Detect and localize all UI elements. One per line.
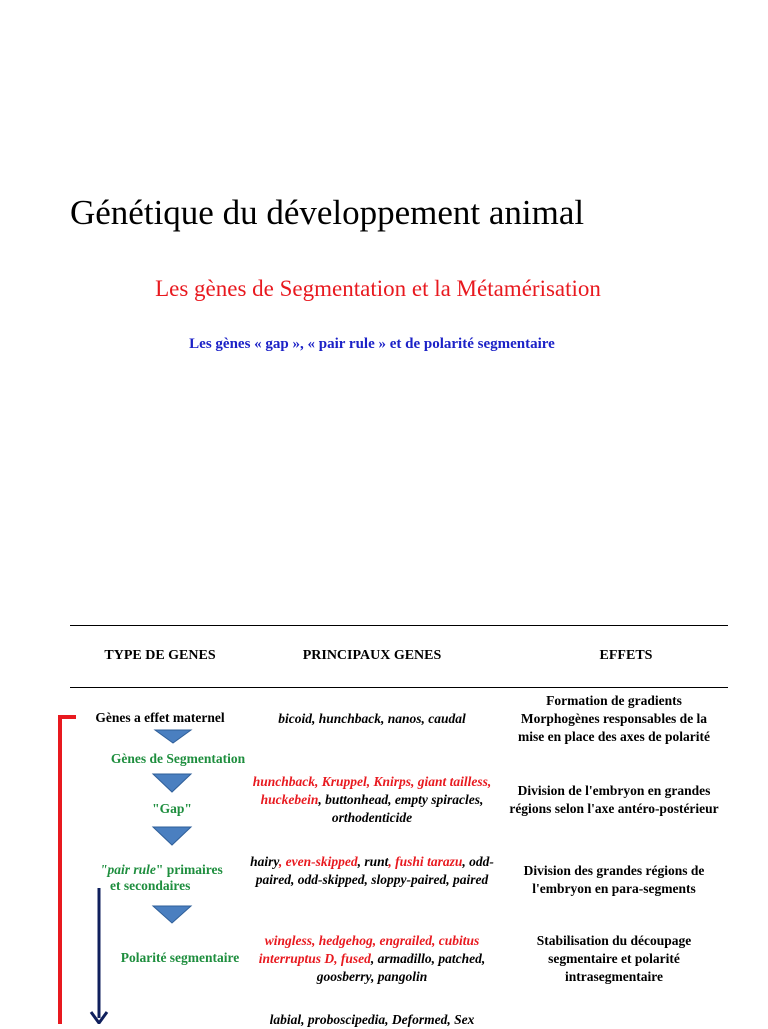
column-header-effects: EFFETS [599, 648, 653, 663]
effect-line: Division de l'embryon en grandes [517, 783, 711, 798]
arrow-down-triangle-icon [153, 906, 191, 923]
type-gap: "Gap" [152, 801, 192, 816]
page-subtitle: Les gènes de Segmentation et la Métamérisation [155, 276, 601, 301]
column-header-genes: PRINCIPAUX GENES [302, 648, 442, 663]
gene-fragment: hunchback, Kruppel, Knirps, giant tailless, huckebein [252, 774, 492, 807]
gene-fragment: , even-skipped [278, 854, 358, 869]
gene-fragment: , fushi tarazu [388, 854, 463, 869]
maternal-bracket [60, 717, 76, 1024]
effect-line: Division des grandes régions de [523, 863, 705, 878]
arrow-down-triangle-icon [153, 827, 191, 845]
gene-fragment: , buttonhead, empty spiracles, orthodenticide [318, 792, 484, 825]
effect-line: Stabilisation du découpage [536, 933, 692, 948]
effect-line: mise en place des axes de polarité [518, 729, 710, 744]
long-down-arrow-icon [91, 888, 107, 1023]
type-segment-polarity: Polarité segmentaire [120, 950, 240, 965]
effect-line: Formation de gradients [546, 693, 682, 708]
gene-fragment: labial, proboscipedia, Deformed, Sex [269, 1012, 475, 1027]
effect-line: intrasegmentaire [565, 969, 663, 984]
type-pair-rule-line2: et secondaires [110, 878, 191, 893]
type-pair-rule-italic: "pair rule [100, 862, 156, 877]
page-title: Génétique du développement animal [70, 193, 585, 232]
section-heading: Les gènes « gap », « pair rule » et de polarité segmentaire [189, 336, 555, 352]
type-segmentation: Gènes de Segmentation [110, 751, 246, 766]
gene-fragment: hairy [250, 854, 279, 869]
effect-line: régions selon l'axe antéro-postérieur [509, 801, 719, 816]
type-maternal: Gènes a effet maternel [95, 710, 225, 725]
column-header-type: TYPE DE GENES [104, 648, 216, 663]
gene-fragment: , odd-paired, odd-skipped, sloppy-paired, paired [255, 854, 494, 887]
effect-line: segmentaire et polarité [548, 951, 680, 966]
effect-line: l'embryon en para-segments [532, 881, 696, 896]
type-pair-rule-rest: " primaires [155, 862, 223, 877]
arrow-down-triangle-icon [153, 774, 191, 792]
arrow-down-triangle-icon [155, 730, 191, 743]
gene-fragment: , armadillo, patched, goosberry, pangolin [316, 951, 486, 984]
gene-fragment: wingless, hedgehog, engrailed, cubitus interruptus D, fused [258, 933, 480, 966]
gene-fragment: bicoid, hunchback, nanos, caudal [278, 711, 466, 726]
effect-line: Morphogènes responsables de la [520, 711, 708, 726]
gene-fragment: , runt [357, 854, 389, 869]
